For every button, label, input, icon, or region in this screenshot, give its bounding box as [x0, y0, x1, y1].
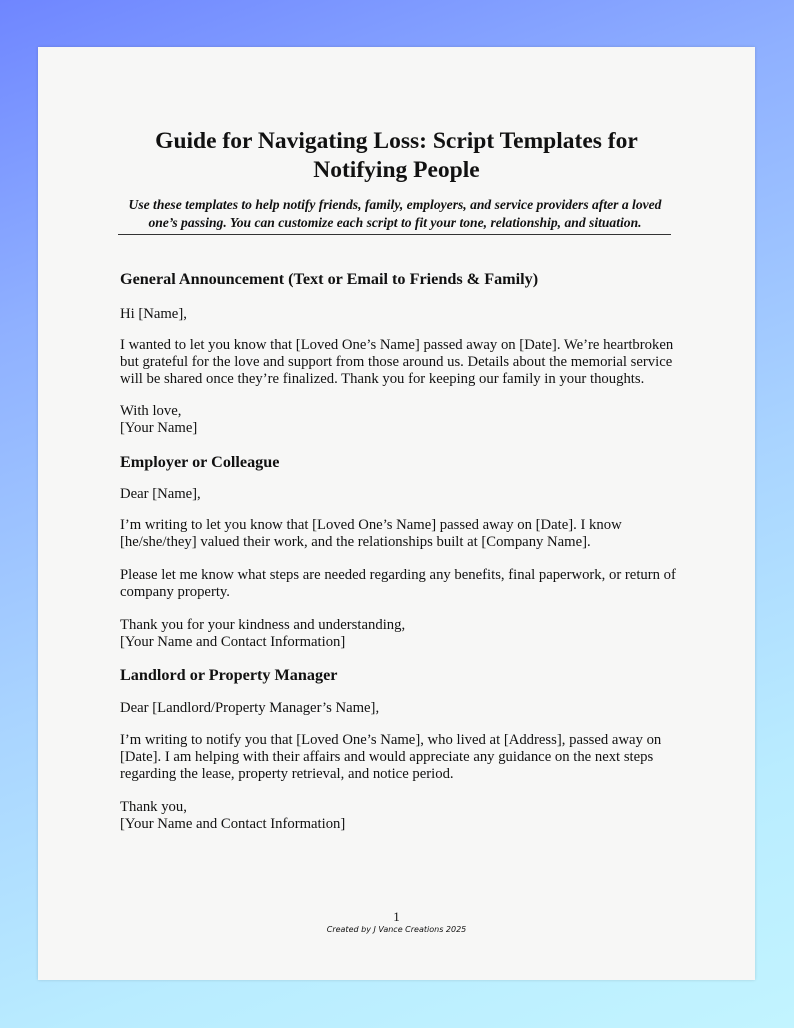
- employer-body-2: Please let me know what steps are needed regarding any benefits, final paperwork, or return of company property.: [120, 567, 676, 600]
- page-number: 1: [393, 909, 400, 924]
- general-body: I wanted to let you know that [Loved One’s Name] passed away on [Date]. We’re heartbroken but grateful for the love and support from those around us. Details about the memorial service will be shared once they’re finalized. Thank you for keeping our family in your thoughts.: [120, 337, 674, 387]
- section-heading-landlord: Landlord or Property Manager: [120, 666, 338, 684]
- employer-greeting: Dear [Name],: [120, 486, 201, 502]
- landlord-closing: Thank you, [Your Name and Contact Information]: [120, 799, 346, 832]
- title-line-1: Guide for Navigating Loss: Script Templates for: [155, 128, 638, 154]
- general-greeting: Hi [Name],: [120, 306, 187, 322]
- title-line-2: Notifying People: [313, 157, 480, 183]
- document-title: [38, 127, 755, 185]
- section-heading-general-announcement: General Announcement (Text or Email to Friends & Family): [120, 270, 539, 288]
- title-divider: [118, 234, 671, 235]
- employer-closing: Thank you for your kindness and understanding, [Your Name and Contact Information]: [120, 617, 406, 650]
- document-page: [38, 47, 755, 980]
- section-heading-employer: Employer or Colleague: [120, 453, 280, 471]
- employer-body: I’m writing to let you know that [Loved One’s Name] passed away on [Date]. I know [he/she/they] valued their work, and the relationships built at [Company Name].: [120, 517, 622, 550]
- document-subtitle: Use these templates to help notify friends, family, employers, and service providers after a loved one’s passing. You can customize each script to fit your tone, relationship, and situation.: [128, 197, 662, 230]
- general-closing: With love, [Your Name]: [120, 403, 198, 436]
- landlord-body: I’m writing to notify you that [Loved One’s Name], who lived at [Address], passed away on [Date]. I am helping with their affairs and would appreciate any guidance on the next steps regarding the lease, property retrieval, and notice period.: [120, 732, 662, 782]
- creator-credit: Created by J Vance Creations 2025: [326, 925, 467, 934]
- landlord-greeting: Dear [Landlord/Property Manager’s Name],: [120, 700, 380, 716]
